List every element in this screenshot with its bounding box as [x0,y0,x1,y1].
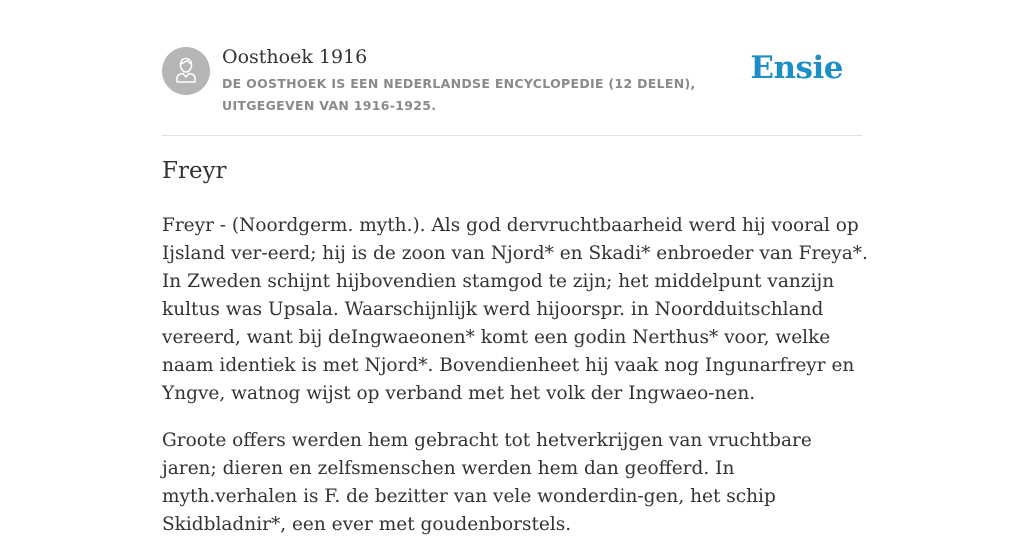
article-title: Freyr [162,158,227,184]
header-divider [162,135,862,136]
source-description: DE OOSTHOEK IS EEN NEDERLANDSE ENCYCLOPEDIE (12 DELEN), UITGEGEVEN VAN 1916-1925. [222,76,696,113]
ensie-logo[interactable]: Ensie [750,50,843,86]
user-icon [162,47,210,95]
article-paragraph: Groote offers werden hem gebracht tot hetverkrijgen van vruchtbare jaren; dieren en zelfsmenschen werden hem dan geofferd. In myth.verhalen is F. de bezitter van vele wonderdin-gen, het schip Skidbladnir*, een ever met goudenborstels. [162,430,812,535]
article-body [162,212,868,558]
source-header [162,46,862,118]
avatar[interactable] [162,47,210,95]
source-name[interactable]: Oosthoek 1916 [222,46,368,68]
article-paragraph: Freyr - (Noordgerm. myth.). Als god dervruchtbaarheid werd hij vooral op Ijsland ver-eerd; hij is de zoon van Njord* en Skadi* enbroeder van Freya*. In Zweden schijnt hijbovendien stamgod te zijn; het middelpunt vanzijn kultus was Upsala. Waarschijnlijk werd hijoorspr. in Noordduitschland vereerd, want bij deIngwaeonen* komt een godin Nerthus* voor, welke naam identiek is met Njord*. Bovendienheet hij vaak nog Ingunarfreyr en Yngve, watnog wijst op verband met het volk der Ingwaeo-nen. [162,215,868,404]
